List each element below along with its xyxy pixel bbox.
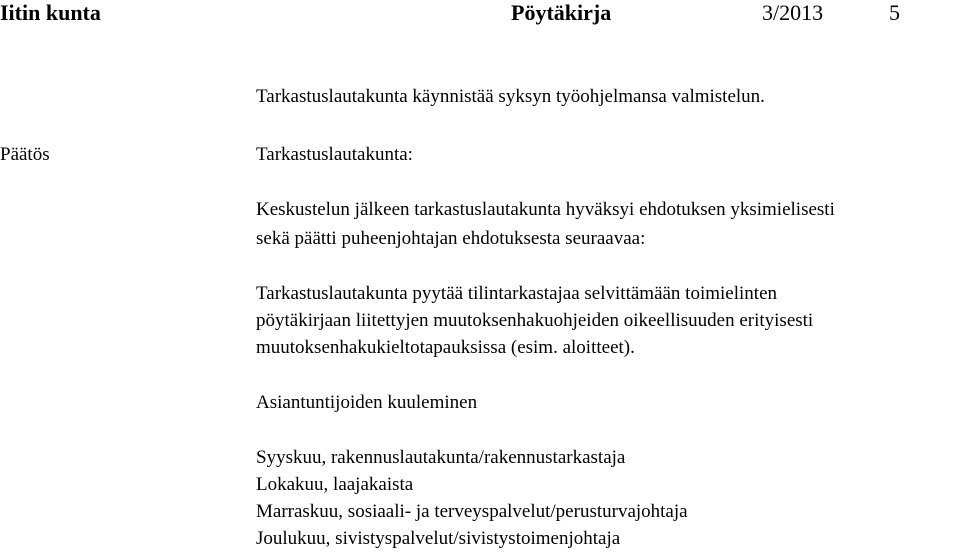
page-header bbox=[0, 0, 960, 26]
schedule-item-4: Joulukuu, sivistyspalvelut/sivistystoimenjohtaja bbox=[256, 528, 621, 549]
intro-text: Tarkastuslautakunta käynnistää syksyn työohjelmansa valmistelun. bbox=[256, 86, 765, 107]
paragraph2-line2: pöytäkirjaan liitettyjen muutoksenhakuohjeiden oikeellisuuden erityisesti bbox=[256, 310, 814, 331]
paragraph2-line1: Tarkastuslautakunta pyytää tilintarkastajaa selvittämään toimielinten bbox=[256, 283, 777, 304]
schedule-item-2: Lokakuu, laajakaista bbox=[256, 474, 414, 495]
document-type: Pöytäkirja bbox=[511, 0, 612, 25]
paragraph2-line3: muutoksenhakukieltotapauksissa (esim. aloitteet). bbox=[256, 337, 635, 358]
decision-heading: Tarkastuslautakunta: bbox=[256, 144, 413, 165]
schedule-item-1: Syyskuu, rakennuslautakunta/rakennustarkastaja bbox=[256, 447, 626, 468]
municipality-name: Iitin kunta bbox=[0, 0, 101, 25]
schedule-item-3: Marraskuu, sosiaali- ja terveyspalvelut/perusturvajohtaja bbox=[256, 501, 688, 522]
header-divider bbox=[0, 38, 960, 39]
issue-number: 3/2013 bbox=[762, 0, 824, 25]
experts-heading: Asiantuntijoiden kuuleminen bbox=[256, 392, 478, 413]
paragraph1-line2: sekä päätti puheenjohtajan ehdotuksesta seuraavaa: bbox=[256, 228, 646, 249]
decision-label: Päätös bbox=[0, 144, 50, 165]
paragraph1-line1: Keskustelun jälkeen tarkastuslautakunta hyväksyi ehdotuksen yksimielisesti bbox=[256, 199, 835, 220]
page-number: 5 bbox=[889, 0, 900, 25]
